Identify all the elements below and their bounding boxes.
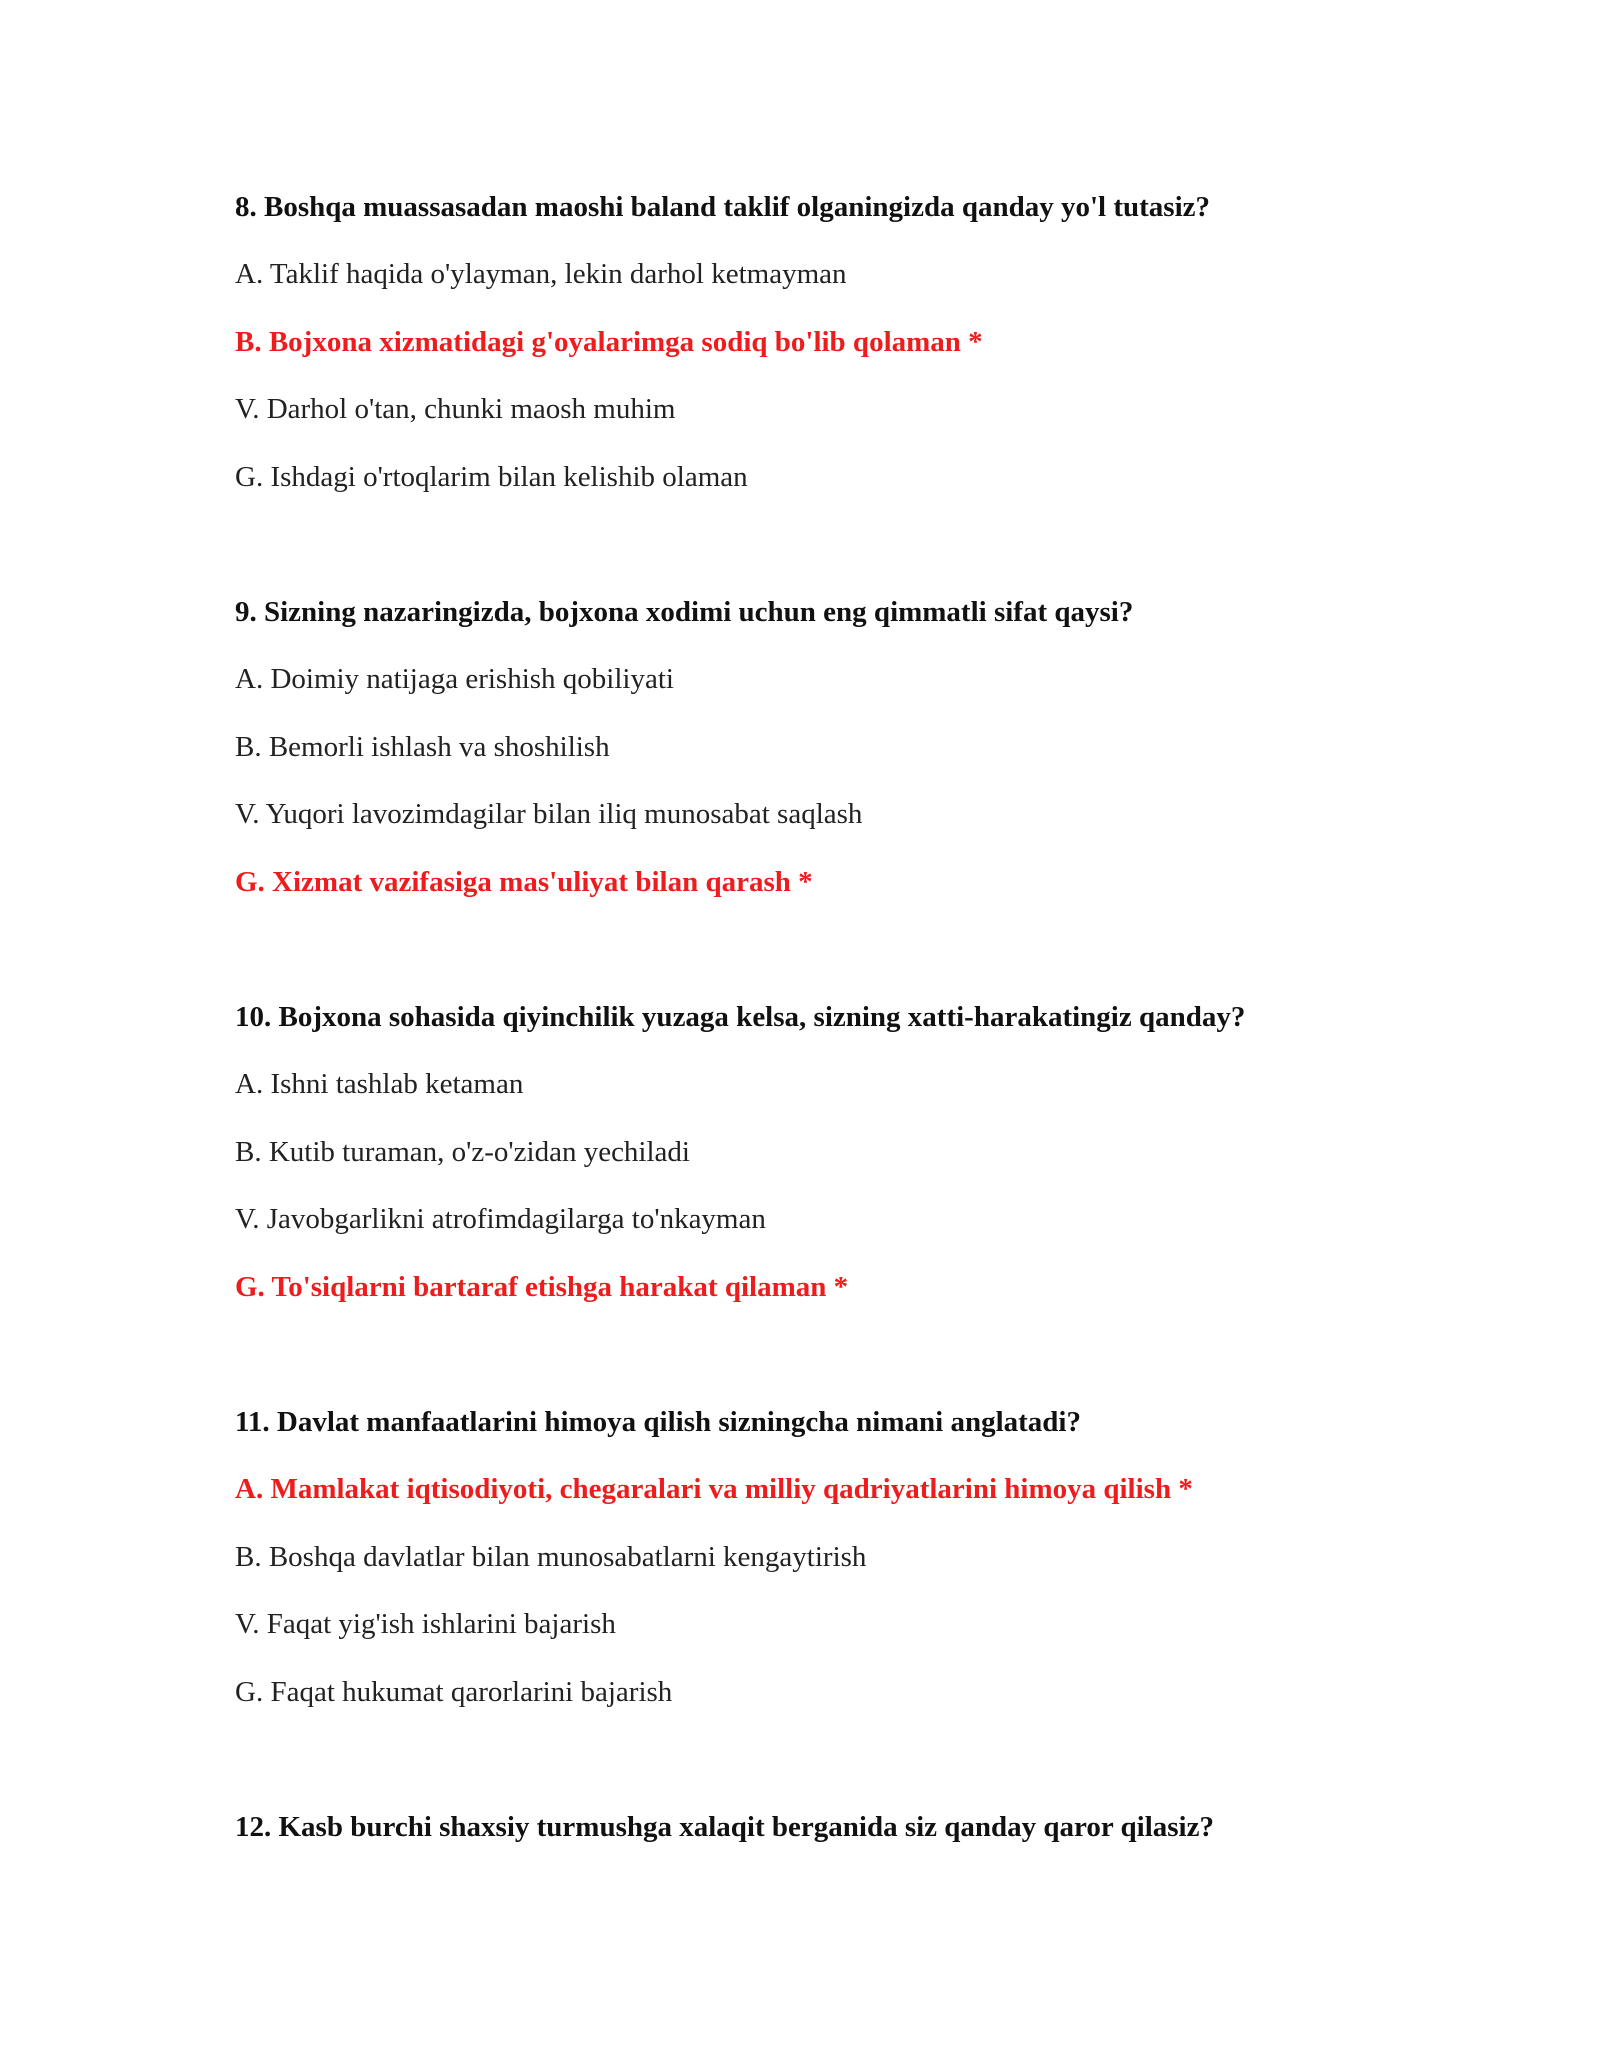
question-title: 8. Boshqa muassasadan maoshi baland taklif olganingizda qanday yo'l tutasiz? [235, 191, 1210, 223]
answer-option: A. Ishni tashlab ketaman [235, 1068, 524, 1100]
answer-option: V. Yuqori lavozimdagilar bilan iliq munosabat saqlash [235, 798, 863, 830]
answer-option: G. Ishdagi o'rtoqlarim bilan kelishib olaman [235, 461, 748, 493]
question-title: 11. Davlat manfaatlarini himoya qilish sizningcha nimani anglatadi? [235, 1406, 1081, 1438]
question-title: 9. Sizning nazaringizda, bojxona xodimi uchun eng qimmatli sifat qaysi? [235, 596, 1134, 628]
answer-option: V. Darhol o'tan, chunki maosh muhim [235, 393, 676, 425]
answer-option: V. Javobgarlikni atrofimdagilarga to'nkayman [235, 1203, 766, 1235]
answer-option: A. Doimiy natijaga erishish qobiliyati [235, 663, 674, 695]
answer-option-correct: G. To'siqlarni bartaraf etishga harakat qilaman * [235, 1271, 849, 1303]
question-title: 10. Bojxona sohasida qiyinchilik yuzaga kelsa, sizning xatti-harakatingiz qanday? [235, 1001, 1246, 1033]
question-title: 12. Kasb burchi shaxsiy turmushga xalaqit berganida siz qanday qaror qilasiz? [235, 1811, 1214, 1843]
answer-option: B. Bemorli ishlash va shoshilish [235, 731, 610, 763]
answer-option: V. Faqat yig'ish ishlarini bajarish [235, 1608, 616, 1640]
answer-option-correct: B. Bojxona xizmatidagi g'oyalarimga sodiq bo'lib qolaman * [235, 326, 983, 358]
answer-option-correct: A. Mamlakat iqtisodiyoti, chegaralari va milliy qadriyatlarini himoya qilish * [235, 1473, 1193, 1505]
answer-option: B. Kutib turaman, o'z-o'zidan yechiladi [235, 1136, 690, 1168]
answer-option: G. Faqat hukumat qarorlarini bajarish [235, 1676, 673, 1708]
answer-option: A. Taklif haqida o'ylayman, lekin darhol ketmayman [235, 258, 847, 290]
answer-option-correct: G. Xizmat vazifasiga mas'uliyat bilan qarash * [235, 866, 813, 898]
answer-option: B. Boshqa davlatlar bilan munosabatlarni kengaytirish [235, 1541, 867, 1573]
